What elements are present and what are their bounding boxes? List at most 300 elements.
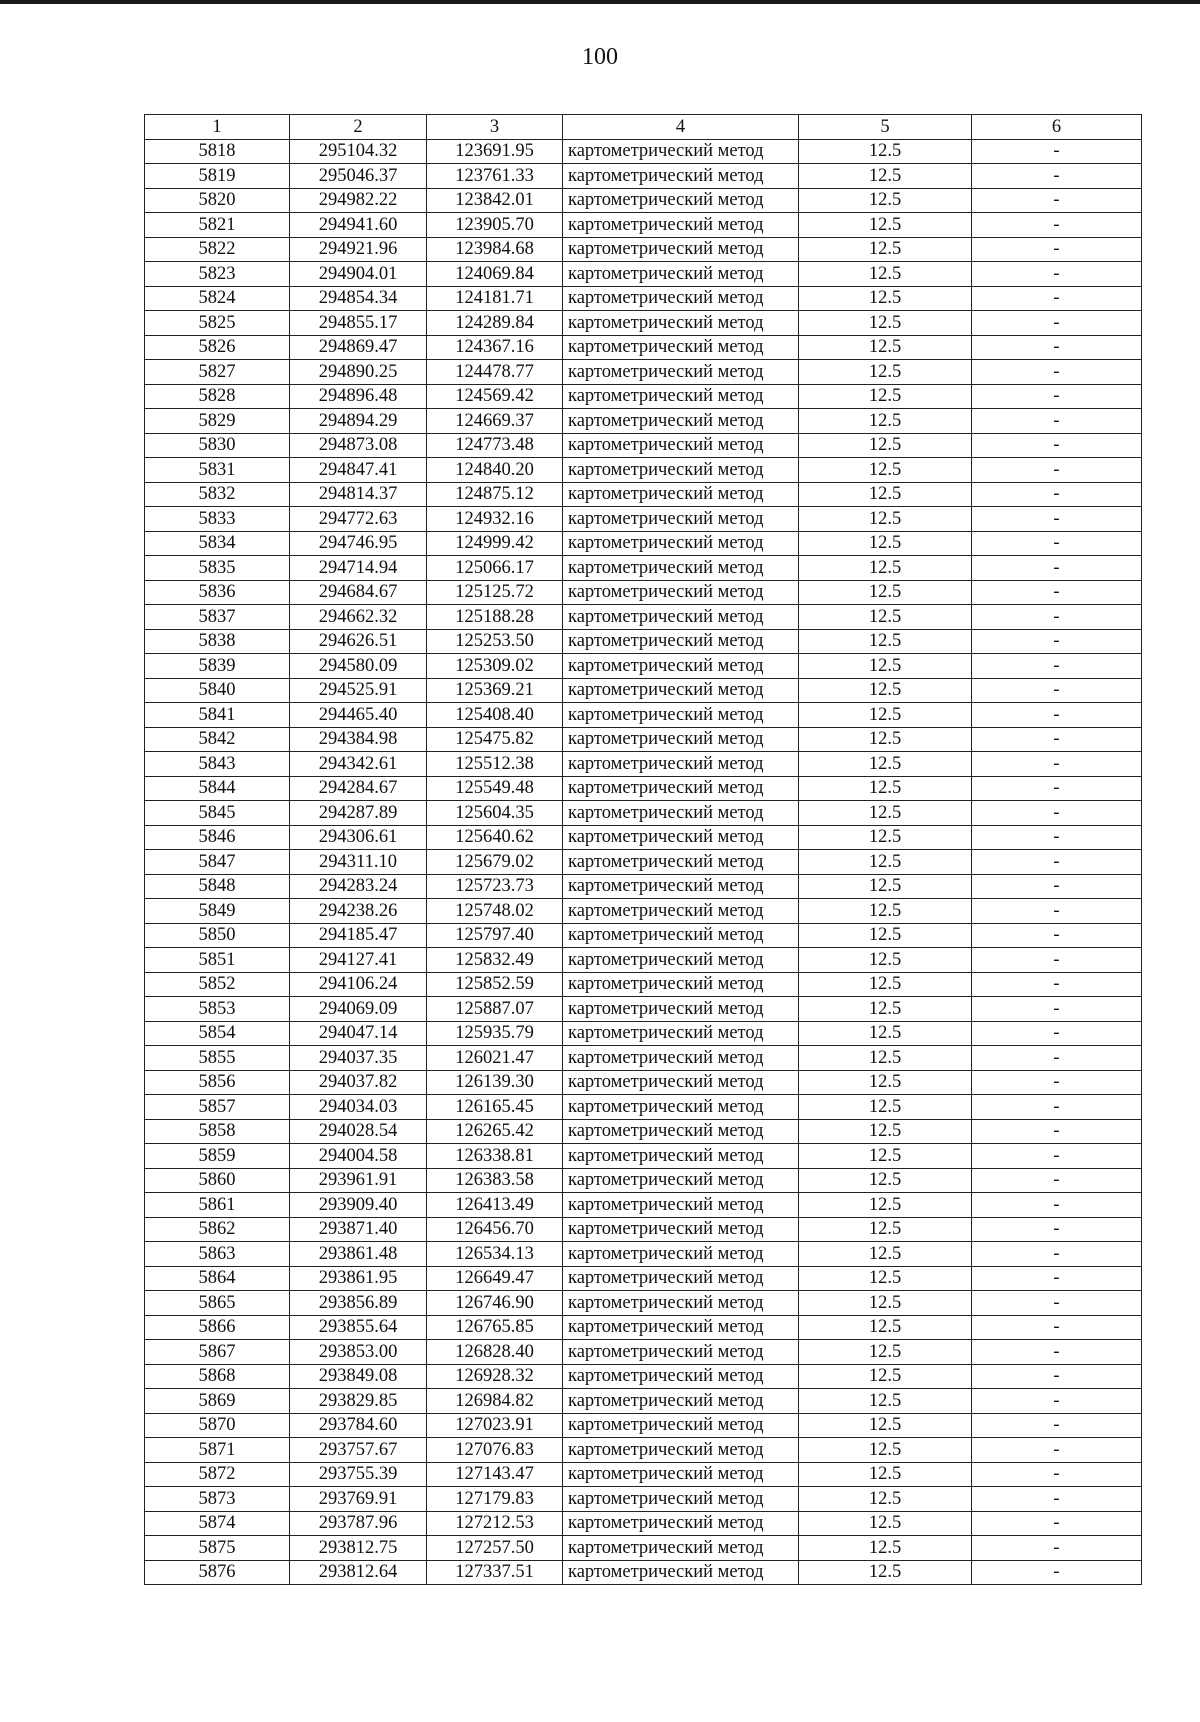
accuracy-cell: 12.5 (799, 923, 972, 948)
method-cell: картометрический метод (563, 899, 799, 924)
y-coordinate-cell: 126928.32 (427, 1364, 563, 1389)
accuracy-cell: 12.5 (799, 629, 972, 654)
x-coordinate-cell: 293829.85 (290, 1389, 427, 1414)
table-row (145, 923, 1142, 948)
note-cell: - (972, 1144, 1142, 1169)
y-coordinate-cell: 123842.01 (427, 188, 563, 213)
point-number-cell: 5837 (145, 605, 290, 630)
table-row (145, 776, 1142, 801)
note-cell: - (972, 188, 1142, 213)
table-row (145, 1462, 1142, 1487)
x-coordinate-cell: 294626.51 (290, 629, 427, 654)
note-cell: - (972, 703, 1142, 728)
method-cell: картометрический метод (563, 825, 799, 850)
method-cell: картометрический метод (563, 1095, 799, 1120)
point-number-cell: 5826 (145, 335, 290, 360)
x-coordinate-cell: 294580.09 (290, 654, 427, 679)
x-coordinate-cell: 294662.32 (290, 605, 427, 630)
x-coordinate-cell: 294287.89 (290, 801, 427, 826)
y-coordinate-cell: 124840.20 (427, 458, 563, 483)
method-cell: картометрический метод (563, 1462, 799, 1487)
accuracy-cell: 12.5 (799, 1217, 972, 1242)
y-coordinate-cell: 127023.91 (427, 1413, 563, 1438)
note-cell: - (972, 850, 1142, 875)
accuracy-cell: 12.5 (799, 164, 972, 189)
point-number-cell: 5864 (145, 1266, 290, 1291)
table-row (145, 237, 1142, 262)
note-cell: - (972, 1487, 1142, 1512)
point-number-cell: 5836 (145, 580, 290, 605)
accuracy-cell: 12.5 (799, 1046, 972, 1071)
x-coordinate-cell: 293856.89 (290, 1291, 427, 1316)
method-cell: картометрический метод (563, 850, 799, 875)
x-coordinate-cell: 293853.00 (290, 1340, 427, 1365)
table-row (145, 1144, 1142, 1169)
point-number-cell: 5818 (145, 139, 290, 164)
accuracy-cell: 12.5 (799, 1560, 972, 1585)
table-row (145, 629, 1142, 654)
x-coordinate-cell: 294847.41 (290, 458, 427, 483)
y-coordinate-cell: 125887.07 (427, 997, 563, 1022)
method-cell: картометрический метод (563, 752, 799, 777)
accuracy-cell: 12.5 (799, 678, 972, 703)
method-cell: картометрический метод (563, 580, 799, 605)
x-coordinate-cell: 294047.14 (290, 1021, 427, 1046)
method-cell: картометрический метод (563, 629, 799, 654)
method-cell: картометрический метод (563, 776, 799, 801)
accuracy-cell: 12.5 (799, 1168, 972, 1193)
table-row (145, 1119, 1142, 1144)
point-number-cell: 5830 (145, 433, 290, 458)
table-row (145, 482, 1142, 507)
note-cell: - (972, 1340, 1142, 1365)
x-coordinate-cell: 294465.40 (290, 703, 427, 728)
accuracy-cell: 12.5 (799, 1095, 972, 1120)
accuracy-cell: 12.5 (799, 948, 972, 973)
y-coordinate-cell: 124932.16 (427, 507, 563, 532)
x-coordinate-cell: 293849.08 (290, 1364, 427, 1389)
table-row (145, 1291, 1142, 1316)
note-cell: - (972, 629, 1142, 654)
note-cell: - (972, 1389, 1142, 1414)
note-cell: - (972, 1119, 1142, 1144)
note-cell: - (972, 1046, 1142, 1071)
table-row (145, 1487, 1142, 1512)
point-number-cell: 5847 (145, 850, 290, 875)
accuracy-cell: 12.5 (799, 139, 972, 164)
note-cell: - (972, 580, 1142, 605)
y-coordinate-cell: 125066.17 (427, 556, 563, 581)
y-coordinate-cell: 124669.37 (427, 409, 563, 434)
y-coordinate-cell: 125935.79 (427, 1021, 563, 1046)
note-cell: - (972, 1560, 1142, 1585)
point-number-cell: 5868 (145, 1364, 290, 1389)
x-coordinate-cell: 293757.67 (290, 1438, 427, 1463)
point-number-cell: 5844 (145, 776, 290, 801)
x-coordinate-cell: 293812.64 (290, 1560, 427, 1585)
y-coordinate-cell: 125253.50 (427, 629, 563, 654)
note-cell: - (972, 311, 1142, 336)
point-number-cell: 5863 (145, 1242, 290, 1267)
y-coordinate-cell: 126413.49 (427, 1193, 563, 1218)
accuracy-cell: 12.5 (799, 311, 972, 336)
accuracy-cell: 12.5 (799, 1021, 972, 1046)
x-coordinate-cell: 294028.54 (290, 1119, 427, 1144)
note-cell: - (972, 237, 1142, 262)
method-cell: картометрический метод (563, 1144, 799, 1169)
point-number-cell: 5838 (145, 629, 290, 654)
accuracy-cell: 12.5 (799, 286, 972, 311)
point-number-cell: 5855 (145, 1046, 290, 1071)
point-number-cell: 5843 (145, 752, 290, 777)
table-row (145, 997, 1142, 1022)
table-row (145, 972, 1142, 997)
accuracy-cell: 12.5 (799, 409, 972, 434)
y-coordinate-cell: 125748.02 (427, 899, 563, 924)
y-coordinate-cell: 127179.83 (427, 1487, 563, 1512)
accuracy-cell: 12.5 (799, 727, 972, 752)
accuracy-cell: 12.5 (799, 213, 972, 238)
x-coordinate-cell: 294037.82 (290, 1070, 427, 1095)
y-coordinate-cell: 125679.02 (427, 850, 563, 875)
x-coordinate-cell: 294894.29 (290, 409, 427, 434)
method-cell: картометрический метод (563, 997, 799, 1022)
x-coordinate-cell: 294746.95 (290, 531, 427, 556)
y-coordinate-cell: 124289.84 (427, 311, 563, 336)
y-coordinate-cell: 127337.51 (427, 1560, 563, 1585)
y-coordinate-cell: 125640.62 (427, 825, 563, 850)
point-number-cell: 5821 (145, 213, 290, 238)
note-cell: - (972, 1070, 1142, 1095)
method-cell: картометрический метод (563, 1340, 799, 1365)
point-number-cell: 5867 (145, 1340, 290, 1365)
accuracy-cell: 12.5 (799, 825, 972, 850)
point-number-cell: 5841 (145, 703, 290, 728)
note-cell: - (972, 1438, 1142, 1463)
table-row (145, 850, 1142, 875)
accuracy-cell: 12.5 (799, 1242, 972, 1267)
table-row (145, 1413, 1142, 1438)
table-row (145, 1046, 1142, 1071)
accuracy-cell: 12.5 (799, 384, 972, 409)
note-cell: - (972, 1168, 1142, 1193)
x-coordinate-cell: 293812.75 (290, 1536, 427, 1561)
method-cell: картометрический метод (563, 262, 799, 287)
note-cell: - (972, 1095, 1142, 1120)
note-cell: - (972, 458, 1142, 483)
table-header (145, 115, 1142, 140)
method-cell: картометрический метод (563, 1438, 799, 1463)
table-row (145, 507, 1142, 532)
method-cell: картометрический метод (563, 384, 799, 409)
table-row (145, 262, 1142, 287)
accuracy-cell: 12.5 (799, 507, 972, 532)
y-coordinate-cell: 127257.50 (427, 1536, 563, 1561)
point-number-cell: 5828 (145, 384, 290, 409)
method-cell: картометрический метод (563, 286, 799, 311)
note-cell: - (972, 286, 1142, 311)
method-cell: картометрический метод (563, 1315, 799, 1340)
x-coordinate-cell: 294921.96 (290, 237, 427, 262)
method-cell: картометрический метод (563, 1413, 799, 1438)
table-row (145, 899, 1142, 924)
y-coordinate-cell: 126338.81 (427, 1144, 563, 1169)
note-cell: - (972, 678, 1142, 703)
accuracy-cell: 12.5 (799, 188, 972, 213)
x-coordinate-cell: 294384.98 (290, 727, 427, 752)
method-cell: картометрический метод (563, 605, 799, 630)
point-number-cell: 5846 (145, 825, 290, 850)
accuracy-cell: 12.5 (799, 556, 972, 581)
y-coordinate-cell: 125852.59 (427, 972, 563, 997)
accuracy-cell: 12.5 (799, 776, 972, 801)
x-coordinate-cell: 293855.64 (290, 1315, 427, 1340)
method-cell: картометрический метод (563, 1487, 799, 1512)
point-number-cell: 5845 (145, 801, 290, 826)
method-cell: картометрический метод (563, 458, 799, 483)
y-coordinate-cell: 126021.47 (427, 1046, 563, 1071)
note-cell: - (972, 752, 1142, 777)
note-cell: - (972, 384, 1142, 409)
accuracy-cell: 12.5 (799, 1119, 972, 1144)
y-coordinate-cell: 126765.85 (427, 1315, 563, 1340)
page-number: 100 (582, 44, 618, 70)
method-cell: картометрический метод (563, 1021, 799, 1046)
x-coordinate-cell: 293961.91 (290, 1168, 427, 1193)
x-coordinate-cell: 293784.60 (290, 1413, 427, 1438)
x-coordinate-cell: 294185.47 (290, 923, 427, 948)
y-coordinate-cell: 127212.53 (427, 1511, 563, 1536)
method-cell: картометрический метод (563, 1119, 799, 1144)
x-coordinate-cell: 293861.95 (290, 1266, 427, 1291)
note-cell: - (972, 262, 1142, 287)
method-cell: картометрический метод (563, 507, 799, 532)
y-coordinate-cell: 125604.35 (427, 801, 563, 826)
method-cell: картометрический метод (563, 678, 799, 703)
x-coordinate-cell: 293861.48 (290, 1242, 427, 1267)
y-coordinate-cell: 124367.16 (427, 335, 563, 360)
y-coordinate-cell: 127076.83 (427, 1438, 563, 1463)
accuracy-cell: 12.5 (799, 1193, 972, 1218)
method-cell: картометрический метод (563, 237, 799, 262)
y-coordinate-cell: 126165.45 (427, 1095, 563, 1120)
x-coordinate-cell: 294904.01 (290, 262, 427, 287)
y-coordinate-cell: 124875.12 (427, 482, 563, 507)
column-header-5: 5 (799, 115, 972, 140)
method-cell: картометрический метод (563, 1560, 799, 1585)
accuracy-cell: 12.5 (799, 482, 972, 507)
table-row (145, 213, 1142, 238)
point-number-cell: 5866 (145, 1315, 290, 1340)
method-cell: картометрический метод (563, 1291, 799, 1316)
point-number-cell: 5869 (145, 1389, 290, 1414)
note-cell: - (972, 899, 1142, 924)
column-header-2: 2 (290, 115, 427, 140)
note-cell: - (972, 1413, 1142, 1438)
table-row (145, 605, 1142, 630)
note-cell: - (972, 139, 1142, 164)
y-coordinate-cell: 125832.49 (427, 948, 563, 973)
accuracy-cell: 12.5 (799, 1462, 972, 1487)
method-cell: картометрический метод (563, 874, 799, 899)
top-border-line (0, 0, 1200, 4)
note-cell: - (972, 654, 1142, 679)
note-cell: - (972, 1193, 1142, 1218)
x-coordinate-cell: 294772.63 (290, 507, 427, 532)
table-row (145, 458, 1142, 483)
table-row (145, 948, 1142, 973)
x-coordinate-cell: 294004.58 (290, 1144, 427, 1169)
point-number-cell: 5825 (145, 311, 290, 336)
accuracy-cell: 12.5 (799, 972, 972, 997)
x-coordinate-cell: 294814.37 (290, 482, 427, 507)
note-cell: - (972, 164, 1142, 189)
note-cell: - (972, 1536, 1142, 1561)
accuracy-cell: 12.5 (799, 703, 972, 728)
point-number-cell: 5858 (145, 1119, 290, 1144)
y-coordinate-cell: 126649.47 (427, 1266, 563, 1291)
table-row (145, 164, 1142, 189)
point-number-cell: 5848 (145, 874, 290, 899)
accuracy-cell: 12.5 (799, 1340, 972, 1365)
x-coordinate-cell: 293769.91 (290, 1487, 427, 1512)
note-cell: - (972, 605, 1142, 630)
y-coordinate-cell: 126139.30 (427, 1070, 563, 1095)
y-coordinate-cell: 124773.48 (427, 433, 563, 458)
y-coordinate-cell: 125723.73 (427, 874, 563, 899)
note-cell: - (972, 727, 1142, 752)
point-number-cell: 5873 (145, 1487, 290, 1512)
note-cell: - (972, 1217, 1142, 1242)
table-row (145, 1242, 1142, 1267)
accuracy-cell: 12.5 (799, 1315, 972, 1340)
note-cell: - (972, 433, 1142, 458)
table-row (145, 384, 1142, 409)
method-cell: картометрический метод (563, 1217, 799, 1242)
x-coordinate-cell: 293909.40 (290, 1193, 427, 1218)
accuracy-cell: 12.5 (799, 752, 972, 777)
point-number-cell: 5856 (145, 1070, 290, 1095)
note-cell: - (972, 507, 1142, 532)
note-cell: - (972, 482, 1142, 507)
y-coordinate-cell: 125797.40 (427, 923, 563, 948)
x-coordinate-cell: 293755.39 (290, 1462, 427, 1487)
x-coordinate-cell: 294127.41 (290, 948, 427, 973)
y-coordinate-cell: 126265.42 (427, 1119, 563, 1144)
note-cell: - (972, 1291, 1142, 1316)
y-coordinate-cell: 126828.40 (427, 1340, 563, 1365)
accuracy-cell: 12.5 (799, 433, 972, 458)
x-coordinate-cell: 294873.08 (290, 433, 427, 458)
point-number-cell: 5874 (145, 1511, 290, 1536)
table-row (145, 654, 1142, 679)
note-cell: - (972, 556, 1142, 581)
accuracy-cell: 12.5 (799, 850, 972, 875)
y-coordinate-cell: 125475.82 (427, 727, 563, 752)
accuracy-cell: 12.5 (799, 1389, 972, 1414)
method-cell: картометрический метод (563, 482, 799, 507)
x-coordinate-cell: 294684.67 (290, 580, 427, 605)
method-cell: картометрический метод (563, 164, 799, 189)
column-header-3: 3 (427, 115, 563, 140)
note-cell: - (972, 1242, 1142, 1267)
table-row (145, 286, 1142, 311)
point-number-cell: 5820 (145, 188, 290, 213)
table-row (145, 1389, 1142, 1414)
point-number-cell: 5850 (145, 923, 290, 948)
method-cell: картометрический метод (563, 923, 799, 948)
x-coordinate-cell: 295046.37 (290, 164, 427, 189)
point-number-cell: 5875 (145, 1536, 290, 1561)
method-cell: картометрический метод (563, 1389, 799, 1414)
x-coordinate-cell: 294525.91 (290, 678, 427, 703)
method-cell: картометрический метод (563, 1364, 799, 1389)
accuracy-cell: 12.5 (799, 997, 972, 1022)
accuracy-cell: 12.5 (799, 1266, 972, 1291)
accuracy-cell: 12.5 (799, 874, 972, 899)
accuracy-cell: 12.5 (799, 1291, 972, 1316)
x-coordinate-cell: 293871.40 (290, 1217, 427, 1242)
point-number-cell: 5854 (145, 1021, 290, 1046)
x-coordinate-cell: 294034.03 (290, 1095, 427, 1120)
note-cell: - (972, 1462, 1142, 1487)
x-coordinate-cell: 294855.17 (290, 311, 427, 336)
accuracy-cell: 12.5 (799, 1511, 972, 1536)
table-row (145, 1340, 1142, 1365)
note-cell: - (972, 825, 1142, 850)
method-cell: картометрический метод (563, 531, 799, 556)
table-row (145, 801, 1142, 826)
point-number-cell: 5853 (145, 997, 290, 1022)
y-coordinate-cell: 123761.33 (427, 164, 563, 189)
method-cell: картометрический метод (563, 972, 799, 997)
method-cell: картометрический метод (563, 335, 799, 360)
note-cell: - (972, 997, 1142, 1022)
table-row (145, 1168, 1142, 1193)
table-row (145, 874, 1142, 899)
point-number-cell: 5832 (145, 482, 290, 507)
note-cell: - (972, 213, 1142, 238)
point-number-cell: 5861 (145, 1193, 290, 1218)
note-cell: - (972, 335, 1142, 360)
point-number-cell: 5833 (145, 507, 290, 532)
table-row (145, 727, 1142, 752)
method-cell: картометрический метод (563, 1046, 799, 1071)
y-coordinate-cell: 123691.95 (427, 139, 563, 164)
method-cell: картометрический метод (563, 311, 799, 336)
point-number-cell: 5865 (145, 1291, 290, 1316)
point-number-cell: 5876 (145, 1560, 290, 1585)
coordinates-table (144, 114, 1142, 1585)
x-coordinate-cell: 294306.61 (290, 825, 427, 850)
point-number-cell: 5849 (145, 899, 290, 924)
method-cell: картометрический метод (563, 1536, 799, 1561)
point-number-cell: 5835 (145, 556, 290, 581)
y-coordinate-cell: 125309.02 (427, 654, 563, 679)
table-row (145, 580, 1142, 605)
point-number-cell: 5822 (145, 237, 290, 262)
method-cell: картометрический метод (563, 409, 799, 434)
method-cell: картометрический метод (563, 1266, 799, 1291)
accuracy-cell: 12.5 (799, 1536, 972, 1561)
method-cell: картометрический метод (563, 948, 799, 973)
point-number-cell: 5840 (145, 678, 290, 703)
method-cell: картометрический метод (563, 360, 799, 385)
note-cell: - (972, 801, 1142, 826)
x-coordinate-cell: 294283.24 (290, 874, 427, 899)
table-row (145, 311, 1142, 336)
note-cell: - (972, 531, 1142, 556)
